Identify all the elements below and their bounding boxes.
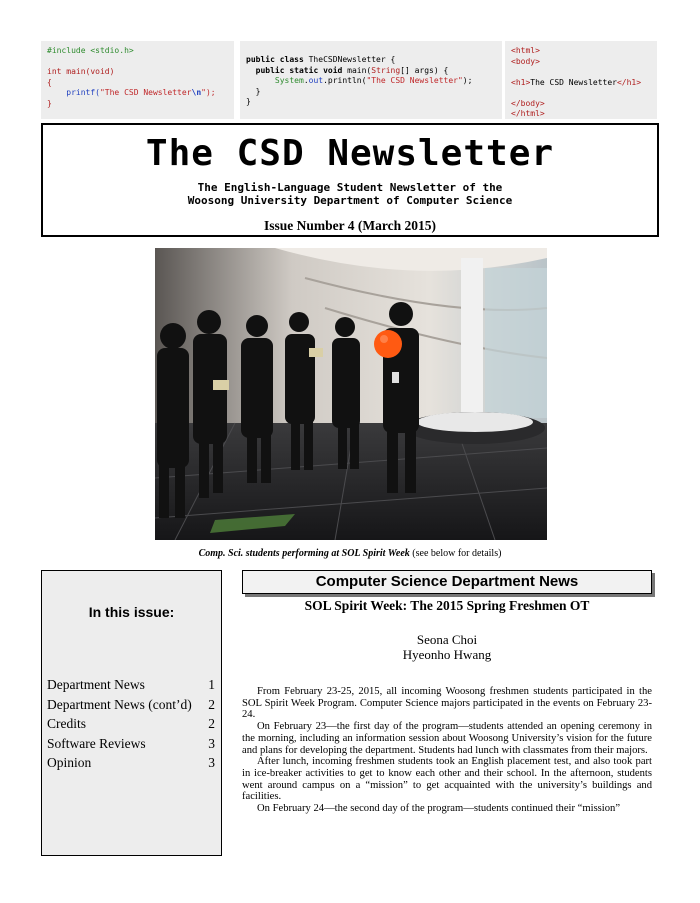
- code-brace: }: [47, 98, 52, 108]
- code-text: .println(: [323, 76, 367, 85]
- code-tag: <h1>: [511, 77, 531, 87]
- code-brace: {: [47, 77, 52, 87]
- toc-label: Department News: [47, 677, 145, 692]
- code-keyword: void: [90, 67, 110, 76]
- code-text: TheCSDNewsletter {: [303, 55, 396, 64]
- toc-item: [47, 714, 215, 734]
- author-name: Seona Choi: [416, 632, 478, 647]
- article-authors: [242, 632, 652, 662]
- caption-emphasis: Comp. Sci. students performing at SOL Spirit Week: [198, 548, 410, 559]
- code-text: );: [462, 76, 473, 85]
- code-text: main(: [342, 65, 372, 75]
- code-string: ");: [201, 88, 216, 97]
- code-text: main(: [61, 67, 91, 76]
- section-heading: Computer Science Department News: [242, 570, 652, 594]
- code-class: System: [274, 76, 304, 85]
- code-brace: }: [246, 97, 251, 106]
- author-name: Hyeonho Hwang: [402, 647, 492, 662]
- article-paragraph: After lunch, incoming freshmen students took an English placement test, and also took part in ice-breaker activities to get to know each other and their school. In the afternoon, students went around campus on a “mission” to get acquainted with the university’s buildings and facilities.: [242, 756, 652, 803]
- code-text: [] args) {: [400, 65, 449, 75]
- cover-photo-illustration: [155, 248, 547, 540]
- code-escape: \n: [191, 88, 202, 97]
- code-tag: </h1>: [616, 77, 642, 87]
- issue-number: Issue Number 4 (March 2015): [264, 218, 436, 233]
- code-snippet-html: [505, 41, 657, 119]
- article-body: [242, 686, 652, 815]
- photo-caption: [0, 548, 700, 559]
- code-line: #include <stdio.h>: [47, 46, 134, 55]
- toc-list: [42, 675, 221, 773]
- article-paragraph: On February 23—the first day of the program—students attended an opening ceremony in the morning, including an information session about Woosong University’s vision for the future and plans for developing the department. Students had lunch with classmates from their majors.: [242, 721, 652, 756]
- article-title: SOL Spirit Week: The 2015 Spring Freshmen OT: [304, 598, 590, 613]
- toc-label: Opinion: [47, 755, 92, 770]
- sidebar-heading: In this issue:: [88, 604, 175, 620]
- toc-page: 1: [208, 677, 215, 692]
- toc-page: 3: [208, 755, 215, 770]
- toc-item: [47, 734, 215, 754]
- in-this-issue-sidebar: [41, 570, 222, 856]
- toc-page: 2: [208, 696, 215, 712]
- code-tag: </body>: [511, 98, 545, 108]
- toc-page: 3: [208, 735, 215, 751]
- toc-item: [47, 753, 215, 773]
- code-snippet-java: [240, 41, 502, 119]
- code-field: out: [308, 76, 324, 85]
- code-type: String: [371, 65, 401, 75]
- code-keyword: public class: [246, 55, 304, 64]
- article-paragraph: From February 23-25, 2015, all incoming Woosong freshmen students participated in the SOL Spirit Week Program. Computer Science majors participated in the events on February 23-24.: [242, 686, 652, 721]
- code-keyword: int: [47, 67, 62, 76]
- code-snippet-c: [41, 41, 234, 119]
- toc-label: Software Reviews: [47, 735, 146, 751]
- code-string: "The CSD Newsletter": [366, 76, 463, 85]
- code-text: .: [303, 76, 309, 85]
- code-brace: }: [255, 86, 261, 96]
- toc-item: [47, 675, 215, 695]
- code-tag: </html>: [511, 109, 545, 118]
- cover-photo: [155, 248, 547, 540]
- toc-label: Credits: [47, 716, 86, 731]
- masthead: [41, 123, 659, 237]
- code-string: "The CSD Newsletter: [99, 88, 192, 97]
- toc-label: Department News (cont’d): [47, 696, 192, 712]
- code-tag: <html>: [511, 46, 540, 55]
- newsletter-subtitle-line2: Woosong University Department of Computer Science: [187, 194, 513, 207]
- code-keyword: public static void: [255, 65, 343, 75]
- article-paragraph: On February 24—the second day of the program—students continued their “mission”: [257, 803, 621, 815]
- toc-item: [47, 695, 215, 715]
- toc-page: 2: [208, 716, 215, 731]
- newsletter-title: The CSD Newsletter: [145, 133, 555, 174]
- code-text: The CSD Newsletter: [530, 77, 617, 87]
- code-text: ): [109, 67, 115, 76]
- newsletter-subtitle-line1: The English-Language Student Newsletter of the: [197, 181, 503, 194]
- code-func: printf(: [66, 88, 100, 97]
- caption-rest: (see below for details): [409, 548, 502, 559]
- code-tag: <body>: [511, 56, 540, 66]
